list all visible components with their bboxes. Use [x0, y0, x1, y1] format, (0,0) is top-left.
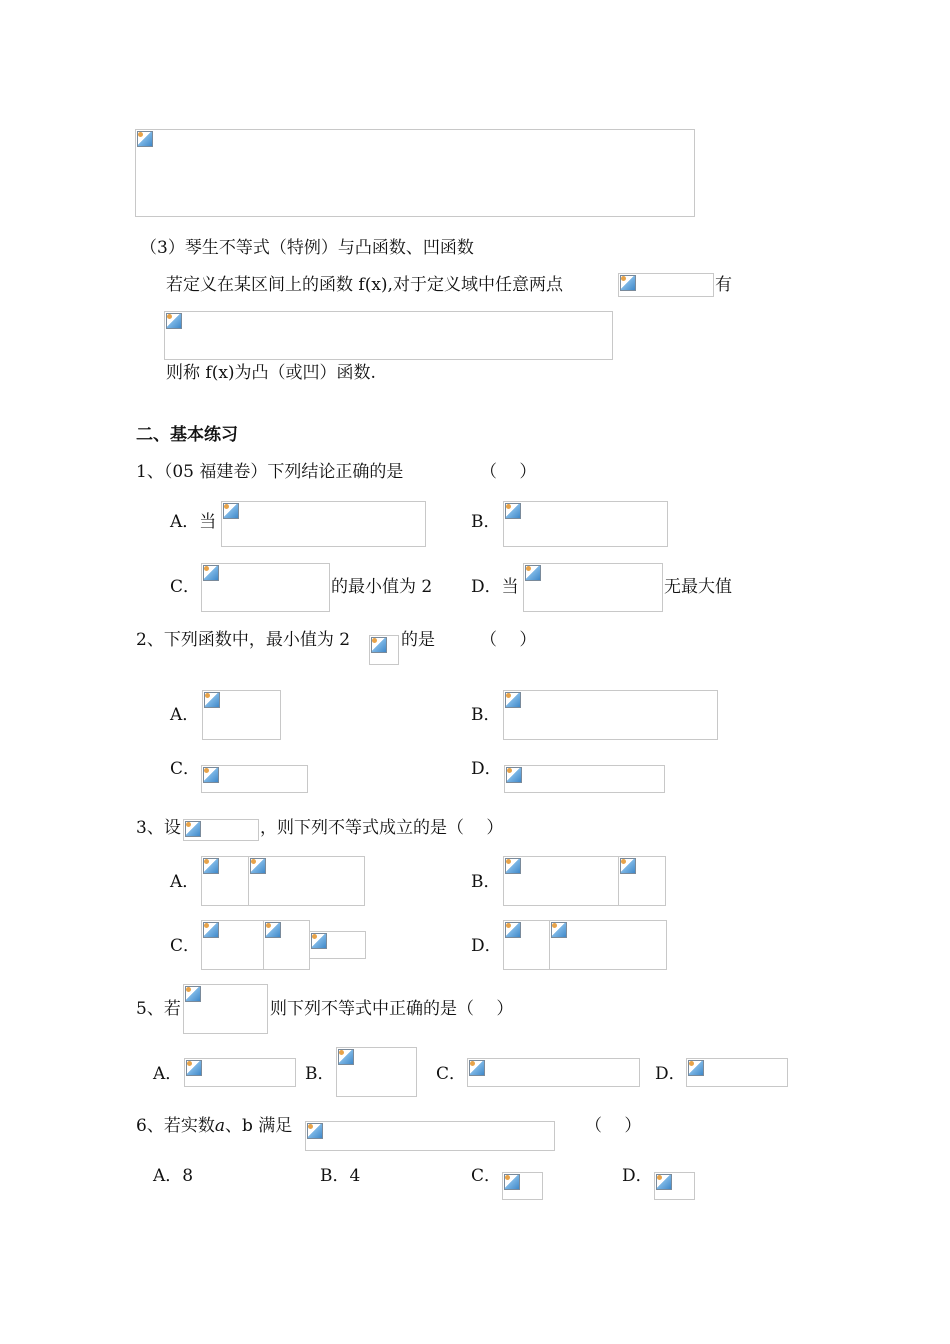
option-label: A．	[153, 1064, 183, 1084]
formula-image	[183, 984, 268, 1034]
option-label: A．	[170, 872, 200, 892]
answer-paren: （ ）	[585, 1116, 642, 1136]
formula-image	[201, 856, 249, 906]
question-stem	[136, 1118, 292, 1135]
option-label: D．当	[471, 577, 519, 597]
formula-image	[654, 1172, 695, 1200]
question-stem-text: 6、若实数	[136, 1116, 215, 1136]
question-stem: ，则下列不等式成立的是（ ）	[260, 818, 504, 838]
option-label: D．	[655, 1064, 686, 1084]
option-label: B．	[305, 1064, 335, 1084]
answer-paren: （ ）	[480, 630, 537, 650]
option-label: A．	[170, 705, 200, 725]
variable-a: a	[214, 1116, 225, 1136]
formula-image	[503, 501, 668, 547]
formula-image	[504, 765, 665, 793]
formula-image	[336, 1047, 417, 1097]
formula-image	[618, 856, 666, 906]
formula-image	[221, 501, 426, 547]
formula-image	[201, 765, 308, 793]
question-stem: 的是	[401, 630, 435, 650]
formula-image	[686, 1058, 788, 1087]
formula-image	[618, 273, 714, 297]
option-label: C．	[471, 1166, 502, 1186]
definition-text: 则称 f(x)为凸（或凹）函数.	[166, 363, 376, 383]
formula-image	[549, 920, 667, 970]
formula-image	[523, 563, 663, 612]
section-title: 二、基本练习	[136, 425, 238, 445]
formula-image	[201, 920, 264, 970]
question-stem: 5、若	[136, 999, 181, 1019]
formula-image	[503, 690, 718, 740]
option-text: 的最小值为 2	[331, 577, 433, 597]
section-heading: （3）琴生不等式（特例）与凸函数、凹函数	[140, 238, 474, 258]
option-label: B．4	[320, 1166, 361, 1186]
formula-image	[305, 1121, 555, 1151]
formula-image	[184, 1058, 296, 1087]
formula-image	[135, 129, 695, 217]
formula-image	[503, 920, 551, 970]
formula-image	[263, 920, 310, 970]
option-label: D．	[622, 1166, 653, 1186]
formula-image	[309, 931, 366, 959]
formula-image	[164, 311, 613, 360]
option-label: B．	[471, 512, 501, 532]
formula-image	[369, 635, 399, 665]
formula-image	[201, 563, 330, 612]
option-label: B．	[471, 872, 501, 892]
definition-text: 若定义在某区间上的函数 f(x),对于定义域中任意两点	[166, 275, 563, 295]
question-stem: 1、（05 福建卷）下列结论正确的是	[136, 462, 404, 482]
option-label: C．	[170, 577, 201, 597]
question-stem-text: 、b 满足	[224, 1116, 293, 1136]
answer-paren: （ ）	[480, 462, 537, 482]
question-stem: 2、下列函数中，最小值为 2	[136, 630, 351, 650]
question-stem: 3、设	[136, 818, 181, 838]
option-label: C．	[170, 759, 201, 779]
option-label: A．当	[170, 512, 217, 532]
option-label: D．	[471, 936, 502, 956]
formula-image	[248, 856, 365, 906]
option-label: B．	[471, 705, 501, 725]
option-label: C．	[170, 936, 201, 956]
option-label: A．8	[153, 1166, 194, 1186]
option-text: 无最大值	[664, 577, 732, 597]
option-label: C．	[436, 1064, 467, 1084]
formula-image	[202, 690, 281, 740]
formula-image	[502, 1172, 543, 1200]
formula-image	[183, 819, 259, 841]
formula-image	[503, 856, 620, 906]
definition-text: 有	[715, 275, 732, 295]
option-label: D．	[471, 759, 502, 779]
formula-image	[467, 1058, 640, 1087]
question-stem: 则下列不等式中正确的是（ ）	[270, 999, 514, 1019]
